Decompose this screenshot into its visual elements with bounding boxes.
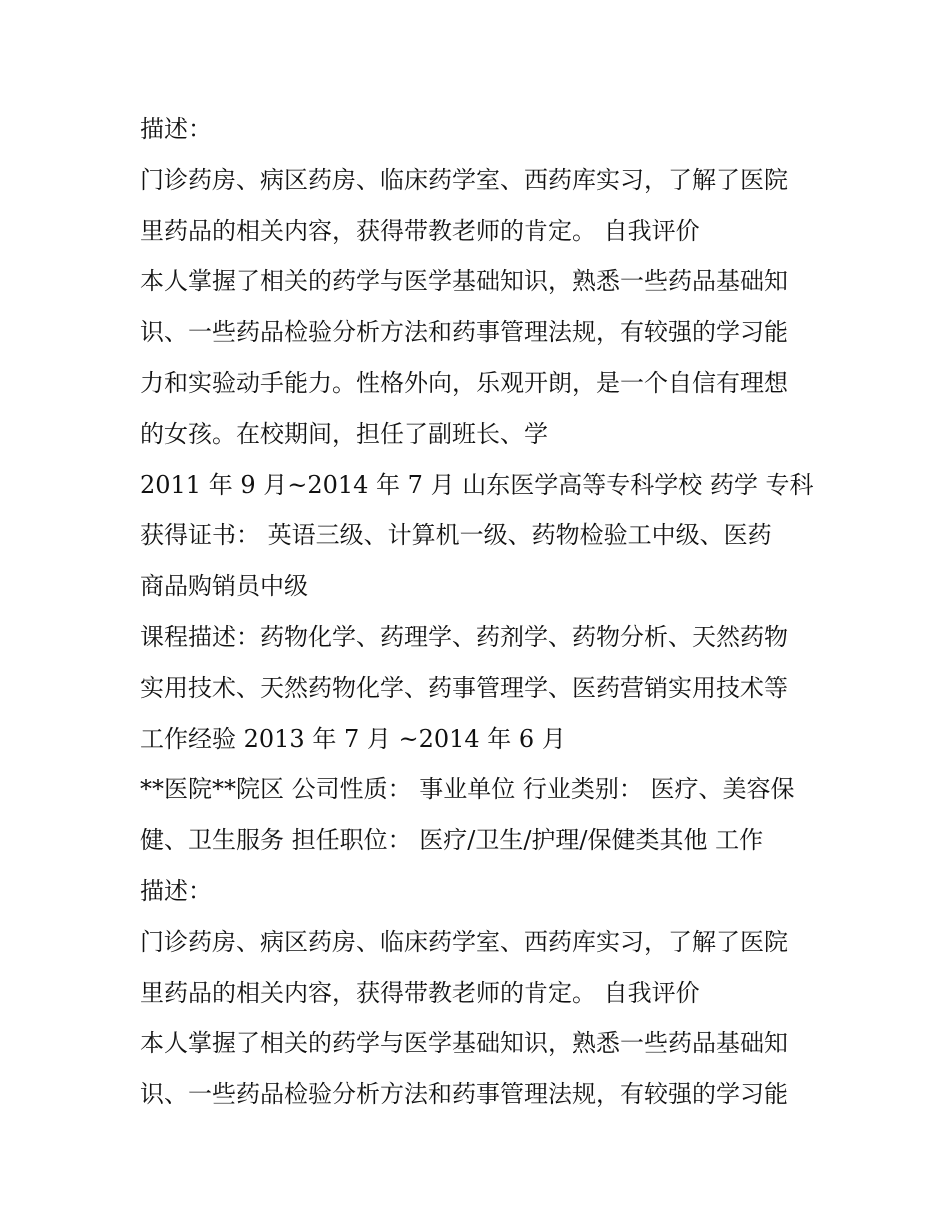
text-line: 商品购销员中级	[140, 572, 308, 601]
text-line: 获得证书： 英语三级、计算机一级、药物检验工中级、医药	[140, 521, 772, 550]
document-body	[140, 104, 830, 1120]
text-line: 力和实验动手能力。性格外向，乐观开朗，是一个自信有理想	[140, 368, 788, 397]
text-line: 健、卫生服务 担任职位： 医疗/卫生/护理/保健类其他 工作	[140, 826, 764, 855]
text-line: 识、一些药品检验分析方法和药事管理法规，有较强的学习能	[140, 318, 788, 347]
text-line: 识、一些药品检验分析方法和药事管理法规，有较强的学习能	[140, 1080, 788, 1109]
text-line: 实用技术、天然药物化学、药事管理学、医药营销实用技术等	[140, 673, 788, 702]
text-line: 本人掌握了相关的药学与医学基础知识，熟悉一些药品基础知	[140, 267, 788, 296]
text-line: 的女孩。在校期间，担任了副班长、学	[140, 419, 548, 448]
text-line: 描述：	[140, 115, 212, 143]
text-line: 工作经验 2013 年 7 月 ~2014 年 6 月	[140, 724, 566, 753]
text-line: 里药品的相关内容，获得带教老师的肯定。 自我评价	[140, 978, 700, 1007]
text-line: 课程描述：药物化学、药理学、药剂学、药物分析、天然药物	[140, 622, 788, 651]
text-line: 描述：	[140, 876, 212, 905]
text-line: 2011 年 9 月~2014 年 7 月 山东医学高等专科学校 药学 专科	[140, 470, 814, 499]
text-line: 里药品的相关内容，获得带教老师的肯定。 自我评价	[140, 216, 700, 245]
text-line: **医院**院区 公司性质： 事业单位 行业类别： 医疗、美容保	[140, 775, 795, 804]
text-line: 本人掌握了相关的药学与医学基础知识，熟悉一些药品基础知	[140, 1029, 788, 1058]
text-line: 门诊药房、病区药房、临床药学室、西药库实习，了解了医院	[140, 927, 788, 956]
text-line: 门诊药房、病区药房、临床药学室、西药库实习，了解了医院	[140, 165, 788, 194]
